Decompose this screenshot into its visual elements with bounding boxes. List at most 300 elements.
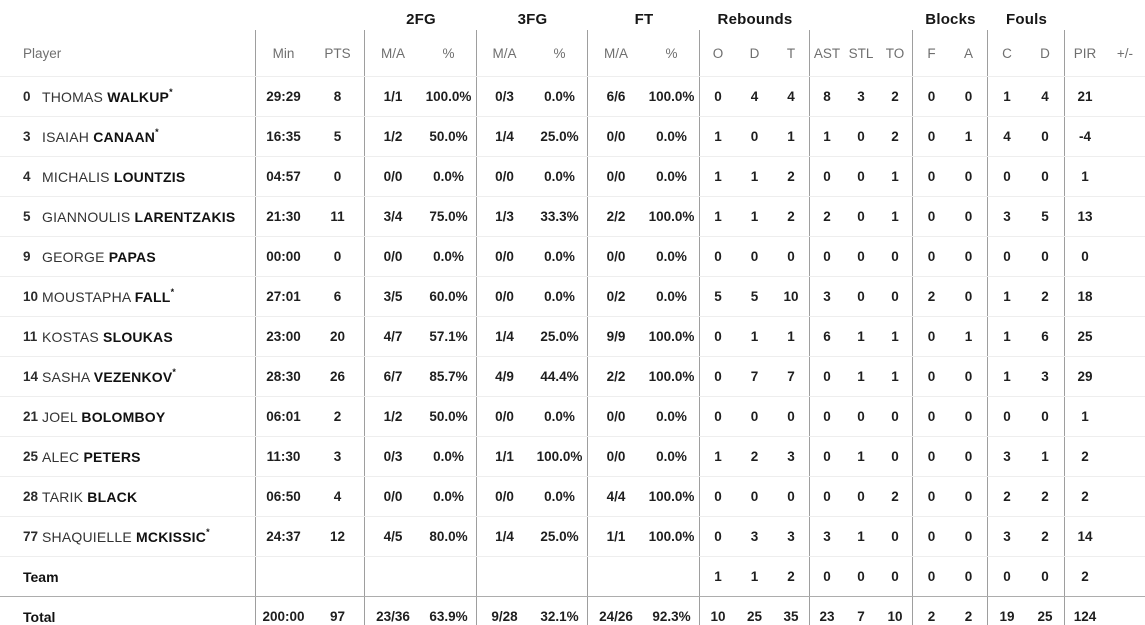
cell-pts: 2: [311, 397, 365, 436]
cell-ast: 0: [823, 249, 831, 264]
cell-reb_d: 25: [746, 609, 763, 624]
cell-fg2_pct: 50.0%: [421, 117, 477, 156]
player-row: [0, 196, 1145, 236]
cell-fg3_pct: 0.0%: [532, 237, 588, 276]
cell-ft_ma: 0/0: [606, 409, 626, 424]
cell-fg3_ma: 1/4: [495, 329, 514, 344]
cell-to: 0: [878, 277, 913, 316]
cell-foul_c: 3: [1003, 209, 1011, 224]
cell-fg3_pct: 0.0%: [532, 477, 588, 516]
cell-reb_d: 0: [750, 409, 759, 424]
cell-blk_f: 0: [927, 89, 936, 104]
cell-fg2_ma: 0/3: [383, 449, 403, 464]
starter-mark: *: [155, 127, 159, 137]
cell-pm: [1105, 277, 1145, 316]
cell-blk_a: 1: [950, 317, 988, 356]
cell-ft_ma: 2/2: [606, 369, 626, 384]
cell-foul_d: 1: [1026, 437, 1065, 476]
cell-stl: 0: [857, 569, 865, 584]
cell-fg2_pct: 0.0%: [421, 477, 477, 516]
cell-pm: [1105, 597, 1145, 625]
col-header-to: TO: [878, 30, 913, 76]
jersey-number: 21: [23, 409, 39, 424]
cell-pm: [1105, 357, 1145, 396]
cell-reb_t: 0: [773, 397, 810, 436]
cell-fg3_ma: 1/1: [495, 449, 514, 464]
cell-to: 2: [878, 77, 913, 116]
cell-ast: 3: [823, 289, 831, 304]
cell-blk_f: 0: [927, 249, 936, 264]
cell-reb_d: 7: [750, 369, 759, 384]
jersey-number: 11: [23, 329, 38, 344]
cell-reb_t: 0: [773, 477, 810, 516]
col-header-foul_d: D: [1026, 30, 1065, 76]
cell-pts: 97: [311, 597, 365, 625]
cell-pm: [1105, 77, 1145, 116]
cell-blk_a: 0: [950, 77, 988, 116]
cell-min: 28:30: [266, 369, 301, 384]
cell-ft_ma: 24/26: [599, 609, 633, 624]
cell-reb_o: 1: [714, 569, 722, 584]
group-header-blk: Blocks: [925, 11, 976, 28]
cell-pm: [1105, 477, 1145, 516]
cell-ast: 0: [823, 489, 831, 504]
player-last-name: WALKUP: [107, 88, 170, 105]
cell-reb_o: 0: [714, 369, 722, 384]
cell-ft_ma: 0/0: [606, 129, 626, 144]
cell-fg3_ma: 0/0: [495, 409, 514, 424]
cell-blk_f: 0: [927, 489, 936, 504]
player-first-name: MOUSTAPHA: [42, 288, 135, 305]
cell-blk_f: 0: [927, 169, 936, 184]
group-header-fg3: 3FG: [517, 11, 548, 28]
cell-ast: 3: [823, 529, 831, 544]
cell-foul_c: 1: [1003, 369, 1011, 384]
player-last-name: PAPAS: [108, 248, 156, 265]
cell-pir: 21: [1077, 89, 1093, 104]
cell-stl: 0: [857, 249, 865, 264]
cell-reb_o: 5: [714, 289, 722, 304]
cell-min: 24:37: [266, 529, 301, 544]
cell-reb_t: 4: [773, 77, 810, 116]
cell-pm: [1105, 117, 1145, 156]
cell-blk_a: 0: [950, 437, 988, 476]
cell-foul_d: 6: [1026, 317, 1065, 356]
cell-blk_f: 0: [927, 529, 936, 544]
cell-pts: 12: [311, 517, 365, 556]
cell-reb_d: 1: [750, 209, 759, 224]
cell-ft_ma: 0/0: [606, 169, 626, 184]
cell-to: 1: [878, 157, 913, 196]
cell-foul_c: 0: [1003, 169, 1011, 184]
cell-fg2_pct: 63.9%: [421, 597, 477, 625]
col-header-ft_pct: %: [644, 30, 700, 76]
cell-min: 04:57: [266, 169, 301, 184]
cell-reb_t: 3: [773, 517, 810, 556]
cell-pir: 13: [1077, 209, 1093, 224]
cell-pm: [1105, 197, 1145, 236]
player-row: [0, 236, 1145, 276]
cell-ast: 0: [823, 409, 831, 424]
player-cell: [0, 157, 256, 196]
player-row: [0, 436, 1145, 476]
cell-min: 21:30: [266, 209, 301, 224]
cell-stl: 1: [857, 329, 865, 344]
col-header-stl: STL: [848, 45, 874, 61]
player-last-name: MCKISSIC: [136, 528, 207, 545]
cell-fg3_ma: [477, 557, 532, 596]
cell-reb_o: 1: [714, 169, 722, 184]
cell-reb_d: 4: [750, 89, 759, 104]
player-last-name: LOUNTZIS: [113, 168, 186, 185]
col-header-fg2_ma: M/A: [380, 45, 405, 61]
player-cell: [0, 237, 256, 276]
player-cell: [0, 117, 256, 156]
cell-pts: 26: [311, 357, 365, 396]
cell-blk_f: 0: [927, 369, 936, 384]
jersey-number: 4: [23, 169, 31, 184]
cell-to: 1: [878, 357, 913, 396]
cell-reb_o: 10: [710, 609, 726, 624]
cell-to: 0: [878, 517, 913, 556]
cell-blk_a: 1: [950, 117, 988, 156]
cell-pm: [1105, 317, 1145, 356]
cell-foul_c: 2: [1003, 489, 1011, 504]
player-first-name: GIANNOULIS: [42, 208, 135, 225]
player-first-name: TARIK: [42, 488, 88, 505]
cell-ast: 1: [823, 129, 831, 144]
cell-blk_a: 0: [950, 477, 988, 516]
player-last-name: PETERS: [83, 448, 141, 465]
player-cell: [0, 397, 256, 436]
cell-fg3_pct: 0.0%: [532, 277, 588, 316]
cell-blk_a: 0: [950, 517, 988, 556]
cell-blk_f: 0: [927, 449, 936, 464]
col-header-pir: PIR: [1073, 45, 1097, 61]
player-last-name: FALL: [134, 288, 171, 305]
cell-ft_pct: 0.0%: [644, 117, 700, 156]
cell-ft_ma: 4/4: [606, 489, 626, 504]
cell-blk_a: 2: [950, 597, 988, 625]
cell-foul_c: 4: [1003, 129, 1011, 144]
cell-pts: [311, 557, 365, 596]
cell-foul_c: 0: [1003, 409, 1011, 424]
player-cell: [0, 557, 256, 596]
player-first-name: SHAQUIELLE: [42, 528, 137, 545]
player-first-name: GEORGE: [42, 248, 109, 265]
group-header-ft: FT: [634, 11, 654, 28]
cell-blk_f: 0: [927, 129, 936, 144]
jersey-number: 10: [23, 289, 39, 304]
cell-pir: 2: [1081, 569, 1089, 584]
cell-fg3_pct: 32.1%: [532, 597, 588, 625]
cell-ft_pct: 0.0%: [644, 437, 700, 476]
cell-fg3_ma: 0/0: [495, 289, 514, 304]
cell-ft_ma: 2/2: [606, 209, 626, 224]
player-first-name: MICHALIS: [42, 168, 114, 185]
cell-blk_f: 2: [927, 289, 936, 304]
cell-reb_t: 0: [773, 237, 810, 276]
cell-ft_pct: 100.0%: [644, 197, 700, 236]
cell-fg3_pct: 0.0%: [532, 397, 588, 436]
cell-fg3_pct: 100.0%: [532, 437, 588, 476]
player-cell: [0, 317, 256, 356]
cell-pm: [1105, 557, 1145, 596]
cell-min: 29:29: [266, 89, 301, 104]
cell-min: [256, 557, 311, 596]
cell-foul_d: 0: [1026, 117, 1065, 156]
cell-pts: 0: [311, 157, 365, 196]
cell-reb_o: 0: [714, 89, 722, 104]
player-row: [0, 116, 1145, 156]
cell-pir: 1: [1081, 409, 1089, 424]
player-cell: [0, 197, 256, 236]
cell-reb_d: 3: [750, 529, 759, 544]
cell-blk_f: 0: [927, 569, 936, 584]
cell-pir: 124: [1073, 609, 1097, 624]
cell-fg2_pct: 100.0%: [421, 77, 477, 116]
cell-ft_pct: 100.0%: [644, 477, 700, 516]
cell-pir: 25: [1077, 329, 1093, 344]
cell-pir: 18: [1077, 289, 1093, 304]
cell-fg2_ma: 0/0: [383, 489, 403, 504]
column-header-row: [0, 30, 1145, 76]
cell-fg2_ma: 6/7: [383, 369, 403, 384]
cell-to: 0: [878, 557, 913, 596]
cell-to: 0: [878, 397, 913, 436]
cell-min: 16:35: [266, 129, 301, 144]
cell-fg2_pct: 75.0%: [421, 197, 477, 236]
cell-fg2_ma: 1/1: [383, 89, 403, 104]
cell-ft_pct: 100.0%: [644, 317, 700, 356]
cell-ft_pct: 0.0%: [644, 237, 700, 276]
cell-foul_c: 1: [1003, 289, 1011, 304]
jersey-number: 14: [23, 369, 39, 384]
jersey-number: 25: [23, 449, 39, 464]
cell-ast: 23: [819, 609, 835, 624]
player-row: [0, 316, 1145, 356]
cell-pm: [1105, 397, 1145, 436]
player-first-name: SASHA: [42, 368, 94, 385]
cell-min: 06:50: [266, 489, 301, 504]
group-header-fg2: 2FG: [406, 11, 436, 28]
cell-fg2_pct: 0.0%: [421, 237, 477, 276]
cell-fg3_pct: 44.4%: [532, 357, 588, 396]
cell-foul_d: 2: [1026, 477, 1065, 516]
cell-fg2_pct: 0.0%: [421, 157, 477, 196]
cell-fg3_ma: 1/4: [495, 129, 514, 144]
cell-fg3_ma: 0/3: [495, 89, 514, 104]
cell-ast: 2: [823, 209, 831, 224]
cell-pir: 2: [1081, 449, 1089, 464]
team-row: [0, 556, 1145, 596]
starter-mark: *: [169, 87, 173, 97]
player-first-name: THOMAS: [42, 88, 108, 105]
col-header-player: Player: [0, 30, 256, 76]
cell-foul_d: 25: [1026, 597, 1065, 625]
player-cell: [0, 517, 256, 556]
cell-ft_pct: 100.0%: [644, 517, 700, 556]
col-header-fg2_pct: %: [421, 30, 477, 76]
cell-foul_d: 5: [1026, 197, 1065, 236]
cell-fg2_ma: 0/0: [383, 169, 403, 184]
group-header-foul: Fouls: [1006, 11, 1047, 28]
cell-stl: 0: [857, 289, 865, 304]
cell-ft_ma: 9/9: [606, 329, 626, 344]
cell-pts: 8: [311, 77, 365, 116]
cell-foul_d: 2: [1026, 517, 1065, 556]
cell-ast: 0: [823, 569, 831, 584]
cell-ft_ma: 1/1: [606, 529, 626, 544]
group-header-row: [0, 0, 1145, 30]
cell-fg3_pct: 33.3%: [532, 197, 588, 236]
cell-reb_t: 2: [773, 197, 810, 236]
starter-mark: *: [206, 527, 210, 537]
col-header-pts: PTS: [311, 30, 365, 76]
cell-blk_a: 0: [950, 237, 988, 276]
cell-reb_o: 0: [714, 409, 722, 424]
cell-pir: 29: [1077, 369, 1093, 384]
cell-stl: 0: [857, 489, 865, 504]
cell-pts: 11: [311, 197, 365, 236]
cell-foul_c: 1: [1003, 89, 1011, 104]
cell-blk_f: 0: [927, 409, 936, 424]
cell-blk_a: 0: [950, 357, 988, 396]
cell-pir: 1: [1081, 169, 1089, 184]
cell-to: 2: [878, 477, 913, 516]
cell-pir: 0: [1081, 249, 1089, 264]
player-cell: [0, 77, 256, 116]
col-header-blk_a: A: [950, 30, 988, 76]
cell-reb_d: 5: [750, 289, 759, 304]
cell-reb_t: 35: [773, 597, 810, 625]
cell-stl: 3: [857, 89, 865, 104]
cell-ft_ma: 6/6: [606, 89, 626, 104]
player-row: [0, 76, 1145, 116]
cell-min: 23:00: [266, 329, 301, 344]
cell-reb_t: 3: [773, 437, 810, 476]
player-last-name: CANAAN: [93, 128, 156, 145]
cell-foul_d: 0: [1026, 557, 1065, 596]
cell-foul_d: 0: [1026, 397, 1065, 436]
cell-fg3_ma: 1/4: [495, 529, 514, 544]
cell-stl: 0: [857, 169, 865, 184]
col-header-fg3_pct: %: [532, 30, 588, 76]
cell-pm: [1105, 157, 1145, 196]
player-cell: [0, 597, 256, 625]
cell-reb_t: 1: [773, 317, 810, 356]
cell-pts: 6: [311, 277, 365, 316]
cell-reb_d: 0: [750, 129, 759, 144]
cell-blk_f: 0: [927, 329, 936, 344]
cell-reb_t: 1: [773, 117, 810, 156]
player-last-name: BLACK: [87, 488, 138, 505]
cell-fg3_pct: 0.0%: [532, 77, 588, 116]
player-cell: [0, 437, 256, 476]
cell-ft_pct: 0.0%: [644, 277, 700, 316]
cell-fg2_ma: 3/5: [383, 289, 403, 304]
cell-stl: 0: [857, 209, 865, 224]
player-row: [0, 516, 1145, 556]
cell-pir: 14: [1077, 529, 1093, 544]
cell-foul_d: 0: [1026, 157, 1065, 196]
player-row: [0, 156, 1145, 196]
cell-foul_c: 1: [1003, 329, 1011, 344]
cell-fg3_ma: 9/28: [491, 609, 518, 624]
cell-foul_c: 19: [999, 609, 1015, 624]
cell-fg3_ma: 0/0: [495, 249, 514, 264]
cell-foul_d: 2: [1026, 277, 1065, 316]
cell-pir: -4: [1078, 129, 1091, 144]
cell-ft_pct: 100.0%: [644, 357, 700, 396]
cell-fg2_ma: 4/5: [383, 529, 403, 544]
cell-to: 0: [878, 437, 913, 476]
jersey-number: 28: [23, 489, 39, 504]
cell-reb_t: 10: [773, 277, 810, 316]
cell-reb_d: 1: [750, 329, 759, 344]
col-header-reb_t: T: [773, 30, 810, 76]
cell-blk_f: 2: [927, 609, 936, 624]
col-header-min: Min: [272, 45, 295, 61]
cell-reb_o: 0: [714, 489, 722, 504]
cell-blk_f: 0: [927, 209, 936, 224]
cell-reb_o: 0: [714, 529, 722, 544]
cell-ft_ma: 0/0: [606, 249, 626, 264]
cell-pts: 0: [311, 237, 365, 276]
player-row: [0, 476, 1145, 516]
cell-fg2_ma: 4/7: [383, 329, 403, 344]
jersey-number: 0: [23, 89, 31, 104]
cell-to: 1: [878, 197, 913, 236]
starter-mark: *: [170, 287, 175, 297]
starter-mark: *: [172, 367, 176, 377]
cell-stl: 1: [857, 369, 865, 384]
player-last-name: LARENTZAKIS: [134, 208, 236, 225]
cell-reb_d: 1: [750, 569, 759, 584]
cell-fg3_ma: 1/3: [495, 209, 514, 224]
col-header-ft_ma: M/A: [603, 45, 628, 61]
player-last-name: BOLOMBOY: [81, 408, 166, 425]
cell-foul_d: 0: [1026, 237, 1065, 276]
col-header-ast: AST: [813, 45, 841, 61]
cell-fg3_pct: 0.0%: [532, 157, 588, 196]
cell-ast: 0: [823, 449, 831, 464]
cell-stl: 1: [857, 449, 865, 464]
player-first-name: ALEC: [42, 448, 84, 465]
cell-fg3_ma: 4/9: [495, 369, 514, 384]
cell-reb_o: 0: [714, 329, 722, 344]
cell-fg3_pct: 25.0%: [532, 117, 588, 156]
cell-ft_ma: [588, 557, 644, 596]
player-first-name: KOSTAS: [42, 328, 104, 345]
cell-reb_d: 1: [750, 169, 759, 184]
col-header-foul_c: C: [1002, 45, 1012, 61]
cell-min: 06:01: [266, 409, 301, 424]
cell-stl: 7: [857, 609, 865, 624]
cell-reb_o: 1: [714, 209, 722, 224]
cell-pm: [1105, 437, 1145, 476]
total-row: [0, 596, 1145, 625]
player-row: [0, 396, 1145, 436]
jersey-number: 77: [23, 529, 39, 544]
row-label: Total: [23, 608, 56, 625]
cell-foul_c: 0: [1003, 249, 1011, 264]
cell-ft_ma: 0/2: [606, 289, 626, 304]
cell-fg2_pct: [421, 557, 477, 596]
cell-blk_a: 0: [950, 557, 988, 596]
cell-pm: [1105, 517, 1145, 556]
cell-reb_o: 1: [714, 129, 722, 144]
